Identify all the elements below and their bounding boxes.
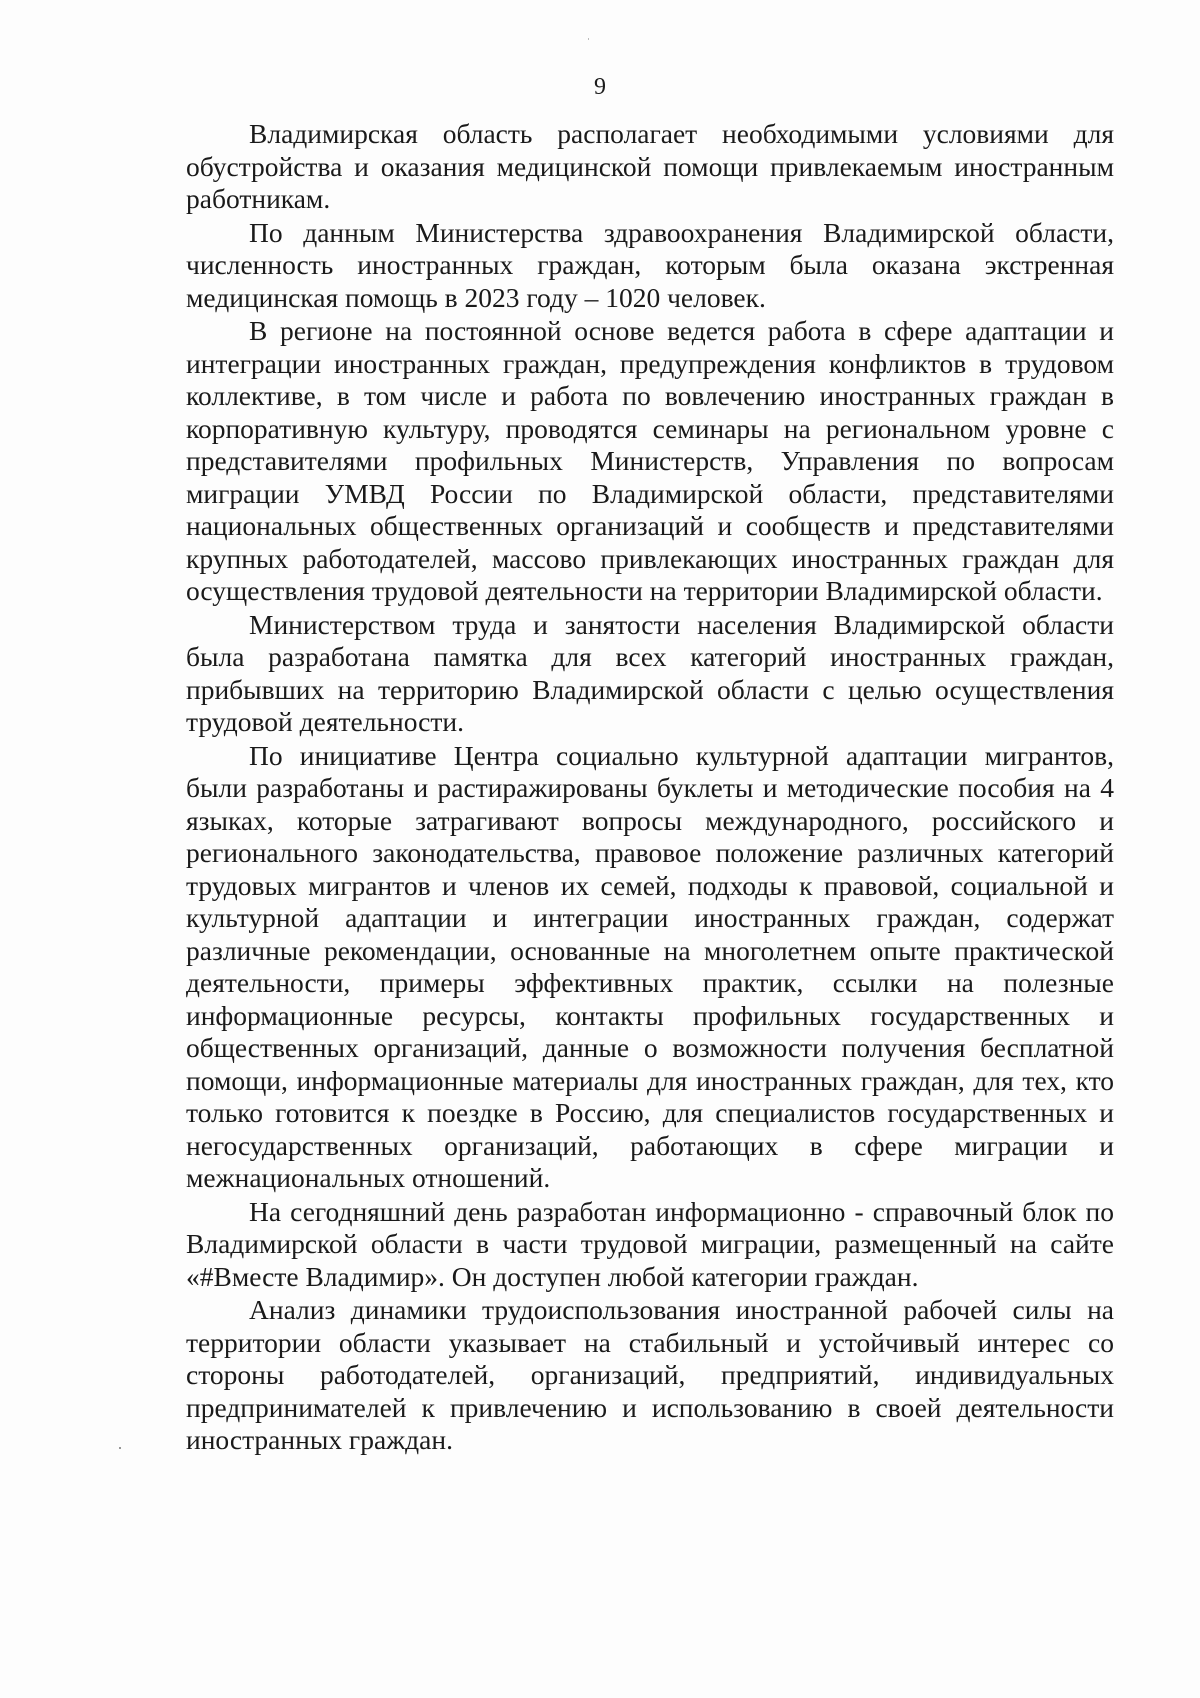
paragraph-health-ministry-data: По данным Министерства здравоохранения Владимирской области, численность иностранных граждан, которым была оказана экстренная медицинская помощь в 2023 году – 1020 человек. (186, 216, 1114, 313)
paragraph-adaptation-integration: В регионе на постоянной основе ведется работа в сфере адаптации и интеграции иностранных граждан, предупреждения конфликтов в трудовом коллективе, в том числе и работа по вовлечению иностранных граждан в корпоративную культуру, проводятся семинары на региональном уровне с представителями профильных Министерств, Управления по вопросам миграции УМВД России по Владимирской области, представителями национальных общественных организаций и сообществ и представителями крупных работодателей, массово привлекающих иностранных граждан для осуществления трудовой деятельности на территории Владимирской области. (186, 315, 1114, 606)
document-body (186, 118, 1114, 1458)
paragraph-info-block-website: На сегодняшний день разработан информационно - справочный блок по Владимирской области в части трудовой миграции, размещенный на сайте «#Вместе Владимир». Он доступен любой категории граждан. (186, 1195, 1114, 1292)
paragraph-adaptation-center-booklets: По инициативе Центра социально культурной адаптации мигрантов, были разработаны и растиражированы буклеты и методические пособия на 4 языках, которые затрагивают вопросы международного, российского и регионального законодательства, правовое положение различных категорий трудовых мигрантов и членов их семей, подходы к правовой, социальной и культурной адаптации и интеграции иностранных граждан, содержат различные рекомендации, основанные на многолетнем опыте практической деятельности, примеры эффективных практик, ссылки на полезные информационные ресурсы, контакты профильных государственных и общественных организаций, данные о возможности получения бесплатной помощи, информационные материалы для иностранных граждан, для тех, кто только готовится к поездке в Россию, для специалистов государственных и негосударственных организаций, работающих в сфере миграции и межнациональных отношений. (186, 739, 1114, 1193)
paragraph-labor-ministry-memo: Министерством труда и занятости населения Владимирской области была разработана памятка для всех категорий иностранных граждан, прибывших на территорию Владимирской области с целью осуществления трудовой деятельности. (186, 608, 1114, 737)
scan-speck-top (588, 38, 589, 40)
paragraph-workforce-analysis: Анализ динамики трудоиспользования иностранной рабочей силы на территории области указывает на стабильный и устойчивый интерес со стороны работодателей, организаций, предприятий, индивидуальных предпринимателей к привлечению и использованию в своей деятельности иностранных граждан. (186, 1294, 1114, 1455)
page-number: 9 (594, 74, 606, 100)
paragraph-medical-conditions: Владимирская область располагает необходимыми условиями для обустройства и оказания медицинской помощи привлекаемым иностранным работникам. (186, 118, 1114, 214)
scan-speck-margin (119, 1447, 121, 1449)
